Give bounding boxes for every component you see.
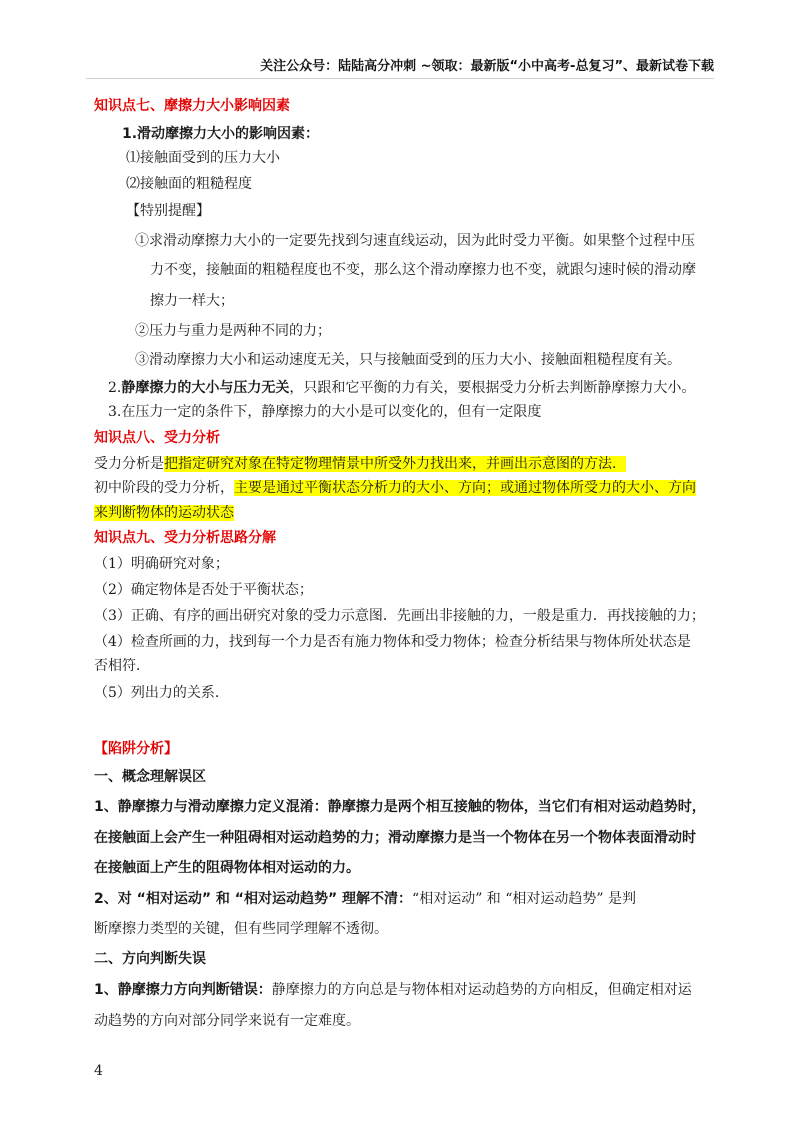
trap-para-3-bold: 1、静摩擦力方向判断错误： xyxy=(94,982,272,998)
s9-step-5: （5）列出力的关系． xyxy=(94,685,229,701)
s7-tip-1-line-3: 擦力一样大； xyxy=(150,293,234,309)
s9-step-4-line-2: 否相符． xyxy=(94,658,150,674)
s9-step-3: （3）正确、有序的画出研究对象的受力示意图．先画出非接触的力，一般是重力．再找接触的力； xyxy=(94,608,705,624)
s8-paragraph-2 xyxy=(94,478,696,498)
trap-para-2-bold: 2、对 “相对运动” 和 “相对运动趋势” 理解不清： xyxy=(94,891,413,907)
s9-step-4-line-1: （4）检查所画的力，找到每一个力是否有施力物体和受力物体；检查分析结果与物体所处状态是 xyxy=(94,634,691,650)
page-number: 4 xyxy=(94,1063,103,1079)
s7-item-3: 3.在压力一定的条件下，静摩擦力的大小是可以变化的，但有一定限度 xyxy=(108,404,542,420)
trap-heading-1: 一、概念理解误区 xyxy=(94,769,206,785)
s7-factor-1: ⑴接触面受到的压力大小 xyxy=(126,150,280,166)
trap-para-3-rest: 静摩擦力的方向总是与物体相对运动趋势的方向相反，但确定相对运 xyxy=(271,982,692,998)
s7-item-2 xyxy=(108,378,695,398)
trap-analysis-title: 【陷阱分析】 xyxy=(94,741,178,757)
trap-para-2-line-2: 断摩擦力类型的关键，但有些同学理解不透彻。 xyxy=(94,921,388,937)
trap-para-1-line-3: 在接触面上产生的阻碍物体相对运动的力。 xyxy=(94,860,360,876)
s9-step-2: （2）确定物体是否处于平衡状态； xyxy=(94,582,313,598)
s8-paragraph-1 xyxy=(94,454,626,474)
s8-p2-highlight: 主要是通过平衡状态分析力的大小、方向；或通过物体所受力的大小、方向 xyxy=(234,480,696,496)
s7-tip-label: 【特别提醒】 xyxy=(126,203,210,219)
s7-item-2-bold: 静摩擦力的大小与压力无关 xyxy=(121,380,290,396)
s7-item-2-rest: ，只跟和它平衡的力有关，要根据受力分析去判断静摩擦力大小。 xyxy=(289,380,696,396)
section-9-title: 知识点九、受力分析思路分解 xyxy=(94,530,276,546)
trap-para-2-rest: “相对运动” 和 “相对运动趋势” 是判 xyxy=(412,891,637,907)
section-7-title: 知识点七、摩擦力大小影响因素 xyxy=(94,98,290,114)
s8-p3-highlight: 来判断物体的运动状态 xyxy=(94,505,234,521)
s8-paragraph-3 xyxy=(94,503,234,523)
header-divider xyxy=(86,78,714,79)
s8-p2-prefix: 初中阶段的受力分析， xyxy=(94,480,234,496)
s9-step-1: （1）明确研究对象； xyxy=(94,556,229,572)
trap-para-2-line-1 xyxy=(94,889,636,909)
trap-para-3-line-2: 动趋势的方向对部分同学来说有一定难度。 xyxy=(94,1013,360,1029)
s8-p1-prefix: 受力分析是 xyxy=(94,456,164,472)
trap-para-3-line-1 xyxy=(94,980,692,1000)
trap-heading-2: 二、方向判断失误 xyxy=(94,951,206,967)
s7-item-1: 1.滑动摩擦力大小的影响因素： xyxy=(122,126,320,142)
section-8-title: 知识点八、受力分析 xyxy=(94,430,220,446)
trap-para-1-line-2: 在接触面上会产生一种阻碍相对运动趋势的力；滑动摩擦力是当一个物体在另一个物体表面滑动时 xyxy=(94,830,696,846)
s7-item-2-number: 2. xyxy=(108,380,122,396)
trap-para-1-line-1: 1、静摩擦力与滑动摩擦力定义混淆：静摩擦力是两个相互接触的物体，当它们有相对运动趋势时， xyxy=(94,799,706,815)
s7-factor-2: ⑵接触面的粗糙程度 xyxy=(126,176,252,192)
s7-tip-2: ②压力与重力是两种不同的力； xyxy=(135,323,331,339)
page-header: 关注公众号：陆陆高分冲刺 ~领取：最新版“小中高考-总复习”、最新试卷下载 xyxy=(260,59,714,74)
s7-tip-3: ③滑动摩擦力大小和运动速度无关，只与接触面受到的压力大小、接触面粗糙程度有关。 xyxy=(135,352,681,368)
s8-p1-highlight: 把指定研究对象在特定物理情景中所受外力找出来，并画出示意图的方法． xyxy=(164,456,626,472)
s7-tip-1-line-2: 力不变，接触面的粗糙程度也不变，那么这个滑动摩擦力也不变，就跟匀速时候的滑动摩 xyxy=(150,262,696,278)
s7-tip-1-line-1: ①求滑动摩擦力大小的一定要先找到匀速直线运动，因为此时受力平衡。如果整个过程中压 xyxy=(135,233,695,249)
